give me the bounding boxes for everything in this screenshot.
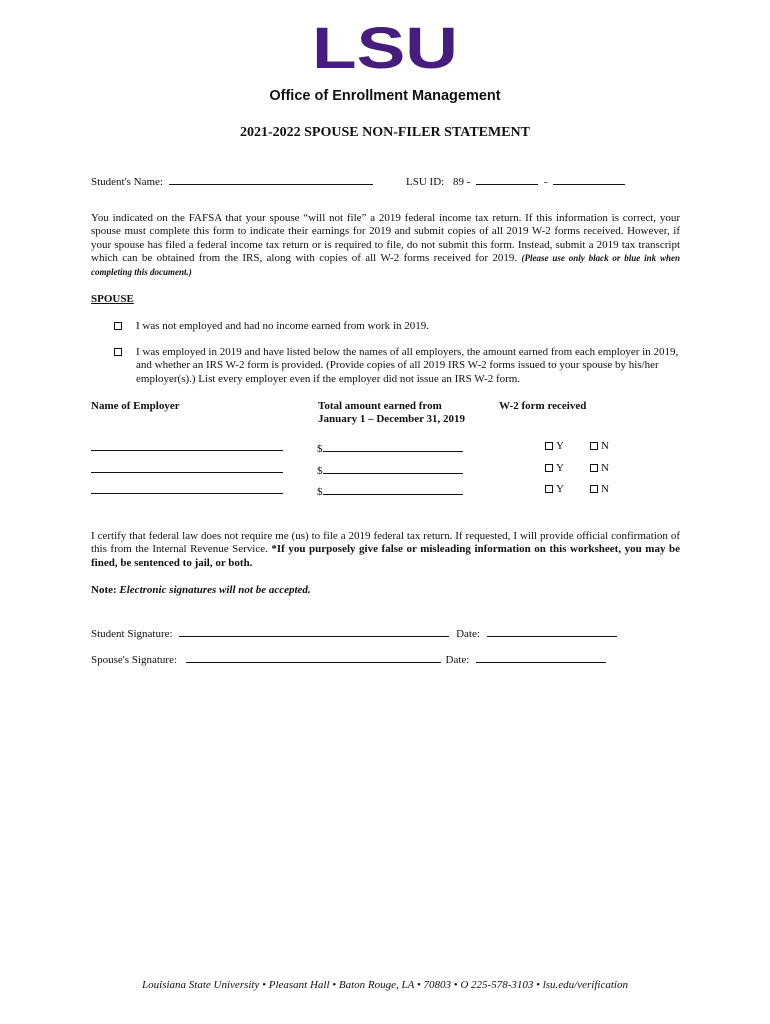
spouse-signature-row xyxy=(91,651,606,666)
w2-no-label: N xyxy=(601,440,609,452)
dollar-sign: $ xyxy=(317,486,323,498)
w2-yes-label: Y xyxy=(556,462,564,474)
lsu-id-row xyxy=(406,173,625,188)
spouse-heading: SPOUSE xyxy=(91,293,134,305)
office-title: Office of Enrollment Management xyxy=(269,88,501,104)
amount-earned-header xyxy=(318,400,465,427)
w2-no-checkbox-2[interactable] xyxy=(590,464,598,472)
form-title: 2021-2022 SPOUSE NON-FILER STATEMENT xyxy=(239,125,530,140)
amount-field-1[interactable] xyxy=(317,440,463,455)
w2-yes-checkbox-2[interactable] xyxy=(545,464,553,472)
amount-field-3[interactable] xyxy=(317,483,463,498)
intro-paragraph xyxy=(91,212,680,279)
student-date-label: Date: xyxy=(456,628,480,640)
dollar-sign: $ xyxy=(317,443,323,455)
dollar-sign: $ xyxy=(317,465,323,477)
w2-yes-checkbox-1[interactable] xyxy=(545,442,553,450)
not-employed-label: I was not employed and had no income earned from work in 2019. xyxy=(136,320,429,332)
lsu-id-part1-field[interactable] xyxy=(476,173,538,185)
svg-text:LSU: LSU xyxy=(312,24,458,70)
student-signature-row xyxy=(91,625,617,640)
spouse-date-field[interactable] xyxy=(476,651,606,663)
student-name-row xyxy=(91,173,373,188)
note-label: Note: xyxy=(91,584,117,596)
spouse-signature-field[interactable] xyxy=(186,651,441,663)
employer-name-field-3[interactable] xyxy=(91,493,283,494)
employer-name-header: Name of Employer xyxy=(91,400,180,412)
amount-earned-header-line1: Total amount earned from xyxy=(318,400,442,412)
employer-name-field-1[interactable] xyxy=(91,450,283,451)
certification-warning: *If you purposely give false or misleading information on this worksheet, you may be fined, be sentenced to jail, or both. xyxy=(91,543,680,569)
w2-yes-checkbox-3[interactable] xyxy=(545,485,553,493)
lsu-id-prefix: 89 - xyxy=(452,176,471,188)
employed-checkbox[interactable] xyxy=(114,348,122,356)
amount-field-2[interactable] xyxy=(317,462,463,477)
spouse-signature-label: Spouse's Signature: xyxy=(91,654,178,666)
employer-name-field-2[interactable] xyxy=(91,472,283,473)
employed-label: I was employed in 2019 and have listed below the names of all employers, the amount earned from each employer in 2019, and whether an IRS W-2 form is provided. (Provide copies of all 2019 IRS W-2 forms issued to your spouse by his/her employer(s).) List every employer even if the employer did not issue an IRS W-2 form. xyxy=(136,346,679,385)
w2-no-label: N xyxy=(601,483,609,495)
student-name-field[interactable] xyxy=(169,173,373,185)
lsu-logo xyxy=(312,24,458,70)
amount-line[interactable] xyxy=(323,440,463,452)
w2-no-label: N xyxy=(601,462,609,474)
amount-line[interactable] xyxy=(323,483,463,495)
ink-note: (Please use only black or blue ink when completing this document.) xyxy=(91,253,681,277)
student-name-label: Student's Name: xyxy=(91,176,163,188)
amount-line[interactable] xyxy=(323,462,463,474)
certification-paragraph xyxy=(91,530,680,570)
footer-address: Louisiana State University • Pleasant Hall • Baton Rouge, LA • 70803 • O 225-578-3103 • lsu.edu/verification xyxy=(142,979,628,991)
amount-earned-header-line2: January 1 – December 31, 2019 xyxy=(318,413,466,426)
certification-text: I certify that federal law does not require me (us) to file a 2019 federal tax return. If requested, I will provide official confirmation of this from the Internal Revenue Service. xyxy=(91,530,680,556)
w2-received-header: W-2 form received xyxy=(499,400,587,412)
spouse-date-label: Date: xyxy=(445,654,470,666)
note-text: Electronic signatures will not be accepted. xyxy=(119,584,311,596)
lsu-id-part2-field[interactable] xyxy=(553,173,625,185)
lsu-id-separator: - xyxy=(543,176,548,188)
student-signature-field[interactable] xyxy=(179,625,449,637)
w2-no-checkbox-3[interactable] xyxy=(590,485,598,493)
w2-yes-label: Y xyxy=(556,440,564,452)
not-employed-checkbox[interactable] xyxy=(114,322,122,330)
student-signature-label: Student Signature: xyxy=(91,628,173,640)
w2-no-checkbox-1[interactable] xyxy=(590,442,598,450)
signature-note xyxy=(91,584,311,596)
intro-text: You indicated on the FAFSA that your spouse “will not file” a 2019 federal income tax return. If this information is correct, your spouse must complete this form to indicate their earnings for 2019 and submit copies of all 2019 W-2 forms received. However, if your spouse has filed a federal income tax return or is required to file, do not submit this form. Instead, submit a 2019 tax transcript which can be obtained from the IRS, along with copies of all W-2 forms received for 2019. xyxy=(91,212,680,265)
lsu-id-label: LSU ID: xyxy=(406,176,445,188)
w2-yes-label: Y xyxy=(556,483,564,495)
student-date-field[interactable] xyxy=(487,625,617,637)
